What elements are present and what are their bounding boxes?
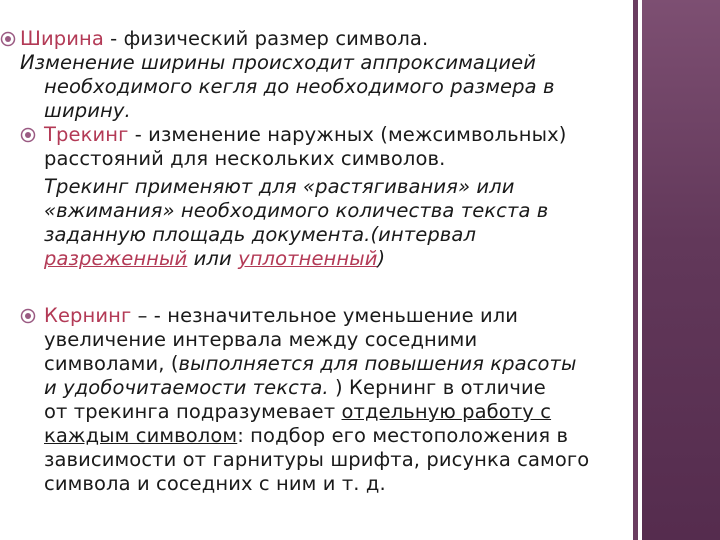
- width-note-line-1: Изменение ширины происходит аппроксимацией: [20, 51, 536, 74]
- width-note-line-3: ширину.: [44, 99, 131, 122]
- tracking-note-line-3: [44, 223, 476, 247]
- tracking-note-line-2: «вжимания» необходимого количества текста в: [44, 199, 549, 222]
- bullet-kerning: [44, 304, 518, 328]
- kerning-line-3-plain: символами, (: [44, 352, 179, 375]
- term-kerning: Кернинг: [44, 304, 132, 327]
- bullet-width: [20, 27, 428, 51]
- kerning-line-6-plain: : подбор его местоположения в: [237, 424, 569, 447]
- tracking-definition-line-2: расстояний для нескольких символов.: [44, 147, 446, 170]
- kerning-line-2: увеличение интервала между соседними: [44, 328, 478, 351]
- circled-dot-icon: [0, 31, 16, 47]
- decorative-vertical-rule: [633, 0, 638, 540]
- term-tracking: Трекинг: [44, 123, 129, 146]
- or-word: или: [193, 247, 232, 270]
- circled-dot-icon: [20, 127, 36, 143]
- kerning-line-4-plain: ) Кернинг в отличие: [328, 376, 546, 399]
- kerning-line-6: [44, 424, 568, 448]
- kerning-line-6-underlined: каждым символом: [44, 424, 238, 447]
- kerning-line-8: символа и соседних с ним и т. д.: [44, 472, 386, 495]
- kerning-line-7: зависимости от гарнитуры шрифта, рисунка самого: [44, 448, 590, 471]
- term-width: Ширина: [20, 27, 104, 50]
- kerning-line-5-underlined: отдельную работу с: [341, 400, 552, 423]
- tracking-note-text: заданную площадь документа.: [44, 223, 371, 246]
- tracking-definition-line-1: - изменение наружных (межсимвольных): [128, 123, 567, 146]
- kerning-line-4-italic: и удобочитаемости текста.: [44, 376, 329, 399]
- tracking-note-line-1: Трекинг применяют для «растягивания» или: [44, 175, 515, 198]
- kerning-line-3-italic: выполняется для повышения красоты: [178, 352, 577, 375]
- circled-dot-icon: [20, 308, 36, 324]
- kerning-line-4: [44, 376, 546, 400]
- sparse-term: разреженный: [44, 247, 188, 270]
- kerning-line-5: [44, 400, 551, 424]
- kerning-line-1: – - незначительное уменьшение или: [131, 304, 519, 327]
- bullet-tracking: [44, 123, 566, 147]
- dense-term: уплотненный: [238, 247, 378, 270]
- width-note-line-2: необходимого кегля до необходимого размера в: [44, 75, 555, 98]
- tracking-note-line-4: [44, 247, 385, 271]
- width-definition: - физический размер символа.: [103, 27, 429, 50]
- kerning-line-5-plain: от трекинга подразумевает: [44, 400, 342, 423]
- interval-close: ): [377, 247, 386, 270]
- kerning-line-3: [44, 352, 577, 376]
- interval-open: (интервал: [370, 223, 477, 246]
- decorative-side-band: [642, 0, 720, 540]
